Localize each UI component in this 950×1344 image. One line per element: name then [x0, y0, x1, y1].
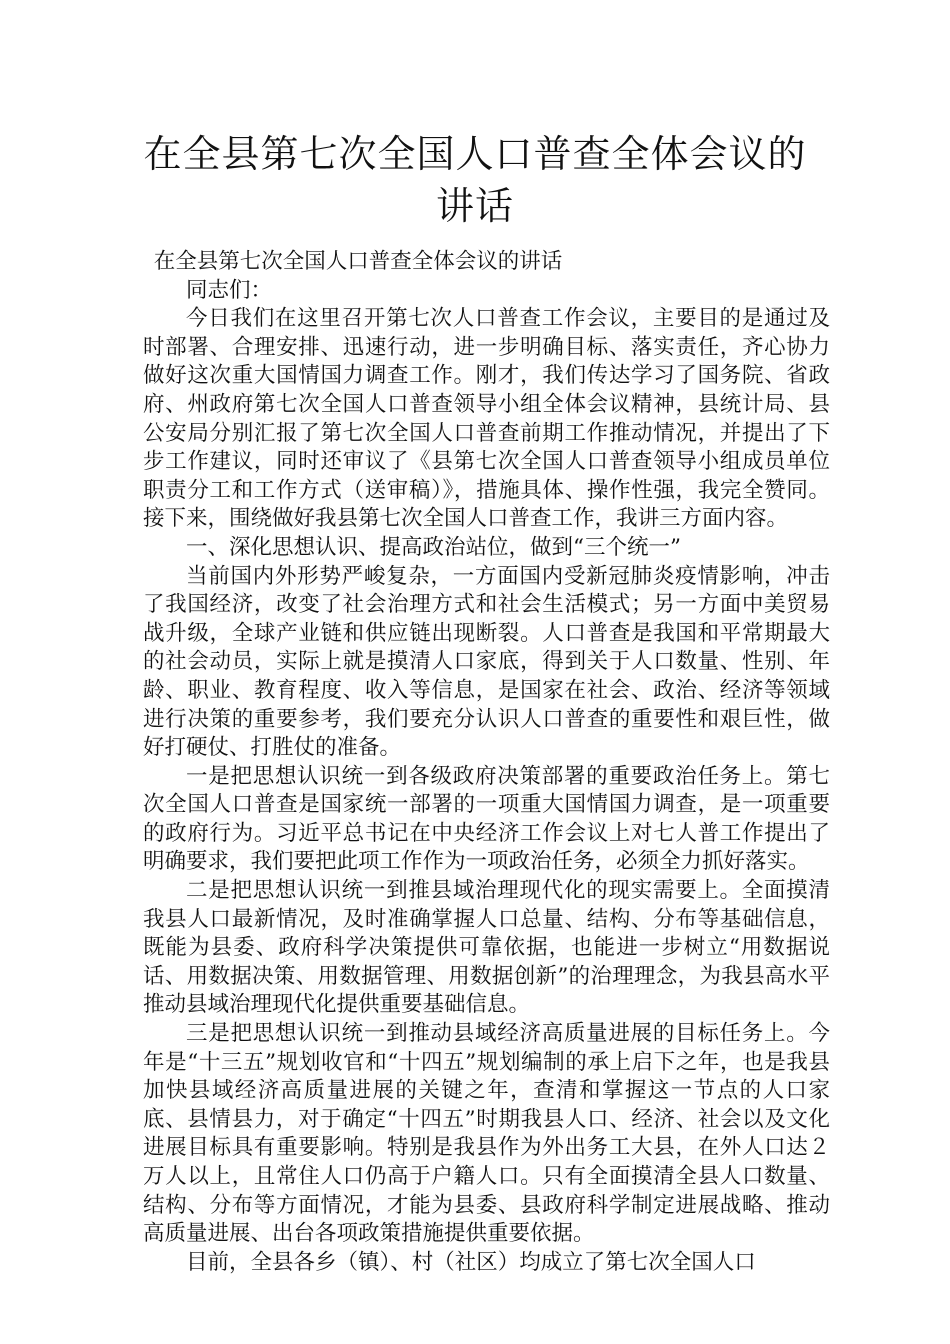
document-body: [143, 248, 830, 1277]
paragraph-current: 目前，全县各乡（镇）、村（社区）均成立了第七次全国人口: [186, 1249, 756, 1275]
document-title: 在全县第七次全国人口普查全体会议的讲话: [143, 132, 807, 228]
salutation: 同志们：: [186, 277, 273, 303]
paragraph-intro: 今日我们在这里召开第七次人口普查工作会议，主要目的是通过及时部署、合理安排、迅速行动，进一步明确目标、落实责任，齐心协力做好这次重大国情国力调查工作。刚才，我们传达学习了国务院、省政府、州政府第七次全国人口普查领导小组全体会议精神，县统计局、县公安局分别汇报了第七次全国人口普查前期工作推动情况，并提出了下步工作建议，同时还审议了《县第七次全国人口普查领导小组成员单位职责分工和工作方式（送审稿）》，措施具体、操作性强，我完全赞同。接下来，围绕做好我县第七次全国人口普查工作，我讲三方面内容。: [143, 306, 830, 532]
paragraph-point-1: 一是把思想认识统一到各级政府决策部署的重要政治任务上。第七次全国人口普查是国家统一部署的一项重大国情国力调查，是一项重要的政府行为。习近平总书记在中央经济工作会议上对七人普工作提出了明确要求，我们要把此项工作作为一项政治任务，必须全力抓好落实。: [143, 763, 830, 875]
paragraph-point-2: 二是把思想认识统一到推县域治理现代化的现实需要上。全面摸清我县人口最新情况，及时准确掌握人口总量、结构、分布等基础信息，既能为县委、政府科学决策提供可靠依据，也能进一步树立“用数据说话、用数据决策、用数据管理、用数据创新”的治理理念，为我县高水平推动县域治理现代化提供重要基础信息。: [143, 878, 830, 1018]
section-heading-1: 一、深化思想认识、提高政治站位，做到“三个统一”: [186, 534, 681, 560]
paragraph-context: 当前国内外形势严峻复杂，一方面国内受新冠肺炎疫情影响，冲击了我国经济，改变了社会治理方式和社会生活模式；另一方面中美贸易战升级，全球产业链和供应链出现断裂。人口普查是我国和平常期最大的社会动员，实际上就是摸清人口家底，得到关于人口数量、性别、年龄、职业、教育程度、收入等信息，是国家在社会、政治、经济等领域进行决策的重要参考，我们要充分认识人口普查的重要性和艰巨性，做好打硬仗、打胜仗的准备。: [143, 563, 830, 761]
paragraph-point-3: 三是把思想认识统一到推动县域经济高质量进展的目标任务上。今年是“十三五”规划收官和“十四五”规划编制的承上启下之年，也是我县加快县域经济高质量进展的关键之年，查清和掌握这一节点的人口家底、县情县力，对于确定“十四五”时期我县人口、经济、社会以及文化进展目标具有重要影响。特别是我县作为外出务工大县，在外人口达２万人以上，且常住人口仍高于户籍人口。只有全面摸清全县人口数量、结构、分布等方面情况，才能为县委、县政府科学制定进展战略、推动高质量进展、出台各项政策措施提供重要依据。: [143, 1021, 830, 1247]
document-subtitle: 在全县第七次全国人口普查全体会议的讲话: [153, 249, 563, 274]
